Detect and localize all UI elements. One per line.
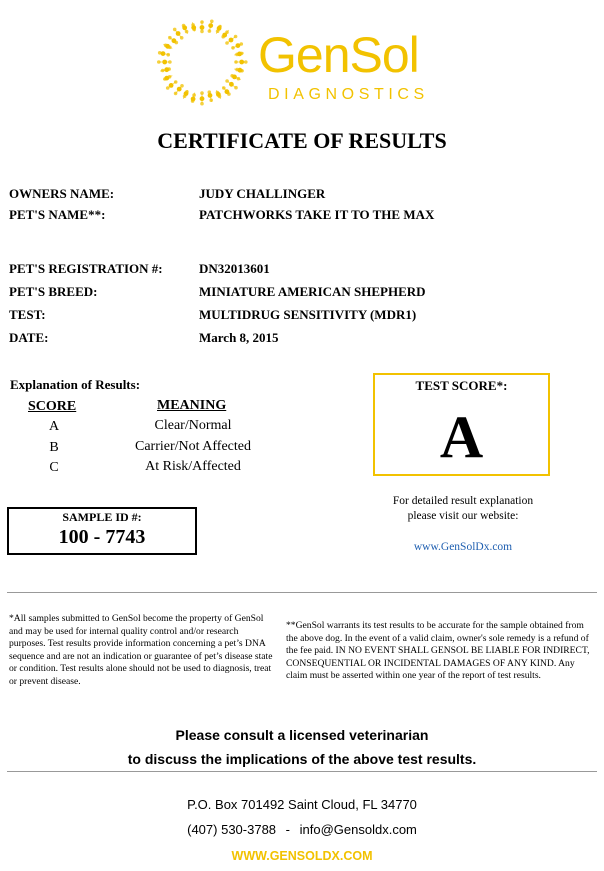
address: P.O. Box 701492 Saint Cloud, FL 34770: [187, 797, 417, 812]
separator: -: [285, 822, 290, 837]
explanation-title: Explanation of Results:: [10, 377, 141, 392]
score-a: A: [48, 419, 60, 434]
disclaimer-right: **GenSol warrants its test results to be accurate for the sample obtained from the above dog. In the event of a valid claim, owner's sole remedy is a refund of the fee paid. IN NO EVENT SHALL GENSOL BE LIABLE FOR INDIRECT, CONSEQUENTIAL OR INCIDENTAL DAMAGES OF ANY KIND. Any claim must be asserted within one year of the report of test results.: [286, 620, 590, 681]
pet-name-value: PATCHWORKS TAKE IT TO THE MAX: [199, 207, 435, 222]
consult-line1: Please consult a licensed veterinarian: [175, 727, 429, 743]
brand-name: GenSol: [258, 27, 419, 83]
website-link[interactable]: www.GenSolDx.com: [413, 541, 513, 553]
website-note-line1: For detailed result explanation: [392, 495, 534, 507]
owner-label: OWNERS NAME:: [9, 186, 115, 201]
date-value: March 8, 2015: [199, 330, 279, 345]
registration-value: DN32013601: [199, 261, 270, 276]
breed-label: PET'S BREED:: [9, 284, 98, 299]
test-score-value: A: [439, 404, 484, 470]
meaning-b: Carrier/Not Affected: [135, 439, 251, 454]
score-b: B: [49, 440, 59, 455]
divider-bottom: [7, 771, 597, 772]
registration-label: PET'S REGISTRATION #:: [9, 261, 163, 276]
pet-name-label: PET'S NAME**:: [9, 207, 106, 222]
sample-id-label: SAMPLE ID #:: [62, 510, 142, 524]
brand-subtitle: DIAGNOSTICS: [268, 86, 429, 103]
test-value: MULTIDRUG SENSITIVITY (MDR1): [199, 307, 417, 322]
meaning-c: At Risk/Affected: [145, 459, 241, 474]
certificate-title: CERTIFICATE OF RESULTS: [157, 128, 447, 153]
test-label: TEST:: [9, 307, 46, 322]
footer-website[interactable]: WWW.GENSOLDX.COM: [231, 849, 373, 863]
date-label: DATE:: [9, 330, 49, 345]
consult-line2: to discuss the implications of the above test results.: [127, 751, 477, 767]
dna-sun-logo-icon: [140, 12, 265, 112]
score-c: C: [49, 460, 59, 475]
email[interactable]: info@Gensoldx.com: [299, 822, 417, 837]
test-score-label: TEST SCORE*:: [415, 378, 508, 393]
website-note-line2: please visit our website:: [407, 510, 519, 522]
phone: (407) 530-3788: [187, 822, 277, 837]
phone-email-line: [0, 822, 604, 838]
owner-value: JUDY CHALLINGER: [199, 186, 326, 201]
score-column-header: SCORE: [28, 399, 77, 414]
breed-value: MINIATURE AMERICAN SHEPHERD: [199, 284, 426, 299]
divider-top: [7, 592, 597, 593]
sample-id-value: 100 - 7743: [58, 526, 146, 548]
disclaimer-left: *All samples submitted to GenSol become the property of GenSol and may be used for internal quality control and/or research purposes. Test results provide information concerning a pet’s DNA sequence and are not an indication or guarantee of pet’s disease state or condition. Test results alone should not be used to diagnosis, treat or prevent disease.: [9, 613, 273, 687]
meaning-a: Clear/Normal: [154, 418, 232, 433]
meaning-column-header: MEANING: [157, 398, 227, 413]
